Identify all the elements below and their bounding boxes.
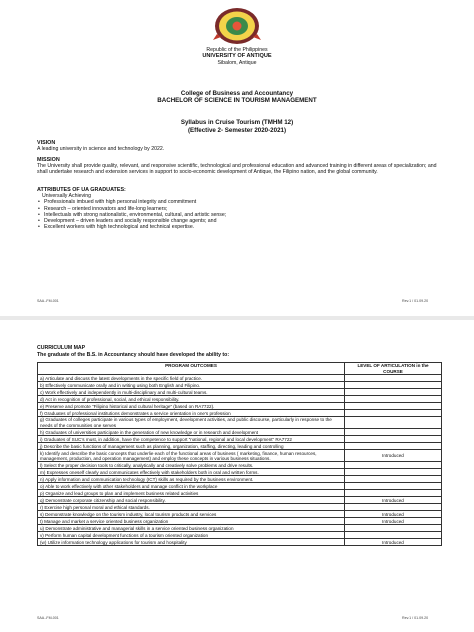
level-cell: [345, 375, 442, 382]
syllabus-title: Syllabus in Cruise Tourism (TMHM 12): [180, 119, 294, 126]
list-item: • Professionals imbued with high personal integrity and commitment: [38, 199, 197, 206]
outcome-cell: g) Graduates of colleges participate in various types of employment, development activities, and public discourse, particularly in response to the needs of the communities one serves: [38, 417, 345, 429]
level-cell: [345, 483, 442, 490]
header-university: UNIVERSITY OF ANTIQUE: [202, 53, 272, 59]
level-cell: Introduced: [345, 450, 442, 462]
level-cell: [345, 525, 442, 532]
table-row: [38, 462, 442, 469]
outcome-cell: k) Identify and describe the basic concepts that underlie each of the functional areas of business ( marketing, finance, human resources, management, production, and operation management) and employ these concepts in various business situations.: [38, 450, 345, 462]
level-cell: [345, 403, 442, 410]
table-row: [38, 382, 442, 389]
table-row: [38, 504, 442, 511]
level-cell: Introduced: [345, 539, 442, 546]
outcome-cell: p) Organize and lead groups to plan and implement business related activities: [38, 490, 345, 497]
table-row: [38, 483, 442, 490]
vision-heading: VISION: [37, 140, 56, 146]
outcome-cell: q) Demonstrate corporate citizenship and social responsibility.: [38, 497, 345, 504]
table-row: [38, 469, 442, 476]
level-cell: Introduced: [345, 511, 442, 518]
level-cell: [345, 469, 442, 476]
table-row: [38, 443, 442, 450]
table-row: [38, 389, 442, 396]
list-item: • Excellent workers with high technological and technical expertise.: [38, 224, 195, 231]
vision-section: [37, 140, 442, 152]
table-row: [38, 410, 442, 417]
table-row: [38, 525, 442, 532]
level-cell: Introduced: [345, 518, 442, 525]
university-seal-icon: [209, 6, 265, 46]
table-row: [38, 429, 442, 436]
table-row: [38, 532, 442, 539]
curriculum-map-subheading: The graduate of the B.S. in Accountancy should have developed the ability to:: [37, 352, 230, 358]
table-row: [38, 497, 442, 504]
level-cell: [345, 436, 442, 443]
outcome-cell: b) Effectively communicate orally and in writing using both English and Filipino.: [38, 382, 345, 389]
table-row: [38, 417, 442, 429]
outcome-cell: l) Select the proper decision tools to critically, analytically and creatively solve problems and drive results.: [38, 462, 345, 469]
list-item: • Research – oriented innovators and life-long learners;: [38, 205, 168, 212]
attributes-section: [37, 187, 442, 230]
outcome-cell: s) Demonstrate knowledge on the tourism industry, local tourism products and services: [38, 511, 345, 518]
outcome-cell: r) Exercise high personal moral and ethical standards.: [38, 504, 345, 511]
outcome-cell: o) Able to work effectively with other stakeholders and manage conflict in the workplace: [38, 483, 345, 490]
level-cell: [345, 532, 442, 539]
outcome-cell: t) Manage and market a service oriented business organization: [38, 518, 345, 525]
level-cell: [345, 462, 442, 469]
outcome-cell: f) Graduates of professional institutions demonstrates a service orientation in one’s profession: [38, 410, 345, 417]
level-cell: [345, 476, 442, 483]
bullet-icon: •: [38, 205, 40, 212]
outcome-cell: d) Act in recognition of professional, social, and ethical responsibility.: [38, 396, 345, 403]
bullet-icon: •: [38, 218, 40, 225]
level-cell: [345, 410, 442, 417]
outcome-cell: j) Describe the basic functions of management such as planning, organization, staffing, directing, leading and controlling: [38, 443, 345, 450]
list-item: • Intellectuals with strong nationalistic, environmental, cultural, and artistic sense;: [38, 211, 227, 218]
vision-text: A leading university in science and technology by 2022.: [37, 146, 165, 153]
level-cell: [345, 417, 442, 429]
table-row: [38, 476, 442, 483]
level-cell: [345, 504, 442, 511]
table-row: [38, 403, 442, 410]
mission-text: The University shall provide quality, relevant, and responsive scientific, technological and professional education and advanced training in different areas of specialization; and shall undertake research and extension services in support to socio-economic development of Antique, the Filipino nation, and the global community.: [37, 163, 437, 176]
level-cell: [345, 429, 442, 436]
table-row: [38, 539, 442, 546]
table-row: [38, 436, 442, 443]
level-cell: [345, 490, 442, 497]
level-cell: [345, 443, 442, 450]
footer-revision: Rev.1 / 01.09.20: [402, 299, 429, 303]
level-cell: [345, 396, 442, 403]
table-row: [38, 511, 442, 518]
outcome-cell: h) Graduates of universities participate in the generation of new knowledge or in research and development: [38, 429, 345, 436]
outcome-cell: i) Graduates of SUC’s must, in addition, have the competence to support “national, regional and local development” RA7722: [38, 436, 345, 443]
footer-code-page-2: SAA.-FM-001: [37, 616, 59, 620]
column-header-level: LEVEL OF ARTICULATION in the COURSE: [345, 363, 442, 375]
syllabus-effective: (Effective 2- Semester 2020-2021): [187, 127, 287, 134]
outcome-cell: e) Preserve and promote “Filipino historical and cultural heritage” (based on RA7722).: [38, 403, 345, 410]
attributes-intro: Universally Achieving: [42, 193, 92, 200]
outcome-cell: v) Perform human capital development functions of a tourism oriented organization: [38, 532, 345, 539]
footer-code: SAA.-FM-001: [37, 299, 59, 303]
table-row: [38, 396, 442, 403]
level-cell: [345, 382, 442, 389]
outcome-cell: (w) Utilize information technology applications for tourism and hospitality: [38, 539, 345, 546]
attributes-list: [37, 199, 442, 230]
bullet-icon: •: [38, 224, 40, 231]
header-country: Republic of the Philippines: [206, 47, 268, 53]
level-cell: Introduced: [345, 497, 442, 504]
header-college: College of Business and Accountancy: [180, 90, 294, 97]
mission-section: [37, 157, 442, 176]
outcome-cell: a) Articulate and discuss the latest developments in the specific field of practice.: [38, 375, 345, 382]
table-row: [38, 450, 442, 462]
footer-revision-page-2: Rev.1 / 01.09.20: [402, 616, 429, 620]
curriculum-map-heading: CURRICULUM MAP: [37, 345, 86, 351]
outcome-cell: m) Expresses oneself clearly and communicates effectively with stakeholders both in oral and written forms.: [38, 469, 345, 476]
header-location: Sibalom, Antique: [217, 60, 257, 66]
table-header-row: [38, 363, 442, 375]
outcome-cell: u) Demonstrate administrative and managerial skills in a service oriented business organization: [38, 525, 345, 532]
attributes-heading: ATTRIBUTES OF UA GRADUATES:: [37, 187, 126, 193]
table-row: [38, 375, 442, 382]
table-row: [38, 518, 442, 525]
list-item: • Development – driven leaders and socially responsible change agents; and: [38, 218, 217, 225]
outcome-cell: c) Work effectively and independently in multi-disciplinary and multi-cultural teams.: [38, 389, 345, 396]
bullet-icon: •: [38, 211, 40, 218]
bullet-icon: •: [38, 199, 40, 206]
table-row: [38, 490, 442, 497]
header-program: BACHELOR OF SCIENCE IN TOURISM MANAGEMENT: [157, 97, 317, 104]
column-header-outcomes: PROGRAM OUTCOMES: [38, 363, 345, 375]
mission-heading: MISSION: [37, 157, 60, 163]
outcome-cell: n) Apply information and communication technology (ICT) skills as required by the business environment.: [38, 476, 345, 483]
curriculum-map-table: [37, 362, 442, 546]
level-cell: [345, 389, 442, 396]
